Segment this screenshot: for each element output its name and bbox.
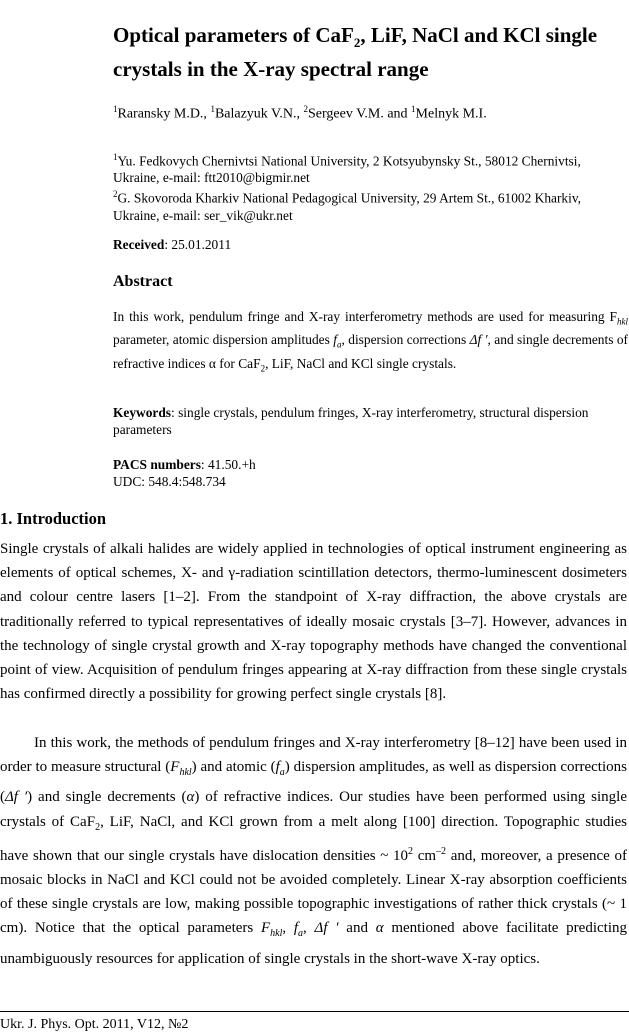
received-date: Received: 25.01.2011 — [113, 237, 232, 252]
footer-divider — [0, 1011, 629, 1012]
affiliations — [113, 149, 625, 224]
pacs-numbers: PACS numbers: 41.50.+h — [113, 457, 256, 472]
author-list: $^1$Raransky M.D., $^1$Balazyuk V.N., $^2$Sergeev V.M. and $^1$Melnyk M.I. — [113, 104, 487, 122]
affiliation-2: $^2$G. Skovoroda Kharkiv National Pedagogical University, 29 Artem St., 61002 Kharkiv, Ukraine, e-mail: ser_vik@ukr.net — [113, 189, 582, 223]
paragraph-1: Single crystals of alkali halides are widely applied in technologies of optical instrument engineering as elements of optical schemes, X- and γ-radiation scintillation detectors, thermo-luminescent dosimeters and colour centre lasers [1–2]. From the standpoint of X-ray diffraction, the above crystals are traditionally referred to typical representatives of ideally mosaic crystals [3–7]. However, advances in the technology of single crystal growth and X-ray topography methods have changed the conventional point of view. Acquisition of pendulum fringes appearing at X-ray diffraction from these single crystals has confirmed directly a possibility for growing perfect single crystals [8]. — [0, 541, 627, 703]
udc-code: UDC: 548.4:548.734 — [113, 474, 226, 489]
section-heading: 1. Introduction — [0, 509, 107, 528]
abstract-heading: Abstract — [113, 273, 173, 290]
paragraph-2: In this work, the methods of pendulum fringes and X-ray interferometry [8–12] have been used in order to measure structural $(F_{hkl})$ and atomic $(f_a)$ dispersion amplitudes, as well as dispersion corrections (Δf ′) and single decrements (α) of refractive indices. Our studies have been performed using single crystals of CaF$_2$, LiF, NaCl, and KCl grown from a melt along [100] direction. Topographic studies have shown that our single crystals have dislocation densities ~ $10^2$ $cm^{-2}$ and, moreover, a presence of mosaic blocks in NaCl and KCl could not be avoided completely. Linear X-ray absorption coefficients of these single crystals are low, making possible topographic investigations of rather thick crystals (~ 1 cm). Notice that the optical parameters $F_{hkl}$, $f_a$, Δf ′ and α mentioned above facilitate predicting unambiguously resources for application of single crystals in the short-wave X-ray optics. — [0, 735, 628, 967]
keywords: Keywords: single crystals, pendulum fringes, X-ray interferometry, structural dispersion parameters — [113, 405, 589, 437]
paper-title: Optical parameters of CaF$_2$, LiF, NaCl and KCl single crystals in the X-ray spectral range — [113, 23, 598, 82]
affiliation-1: $^1$Yu. Fedkovych Chernivtsi National University, 2 Kotsyubynsky St., 58012 Chernivtsi, Ukraine, e-mail: ftt2010@bigmir.net — [113, 152, 581, 186]
abstract-text: In this work, pendulum fringe and X-ray interferometry methods are used for measuring $F_{hkl}$ parameter, atomic dispersion amplitudes $f_a$, dispersion corrections Δf ′, and single decrements of refractive indices α for CaF$_2$, LiF, NaCl and KCl single crystals. — [113, 309, 628, 374]
classification-codes — [113, 456, 613, 490]
journal-footer: Ukr. J. Phys. Opt. 2011, V12, №2 — [0, 1017, 189, 1032]
